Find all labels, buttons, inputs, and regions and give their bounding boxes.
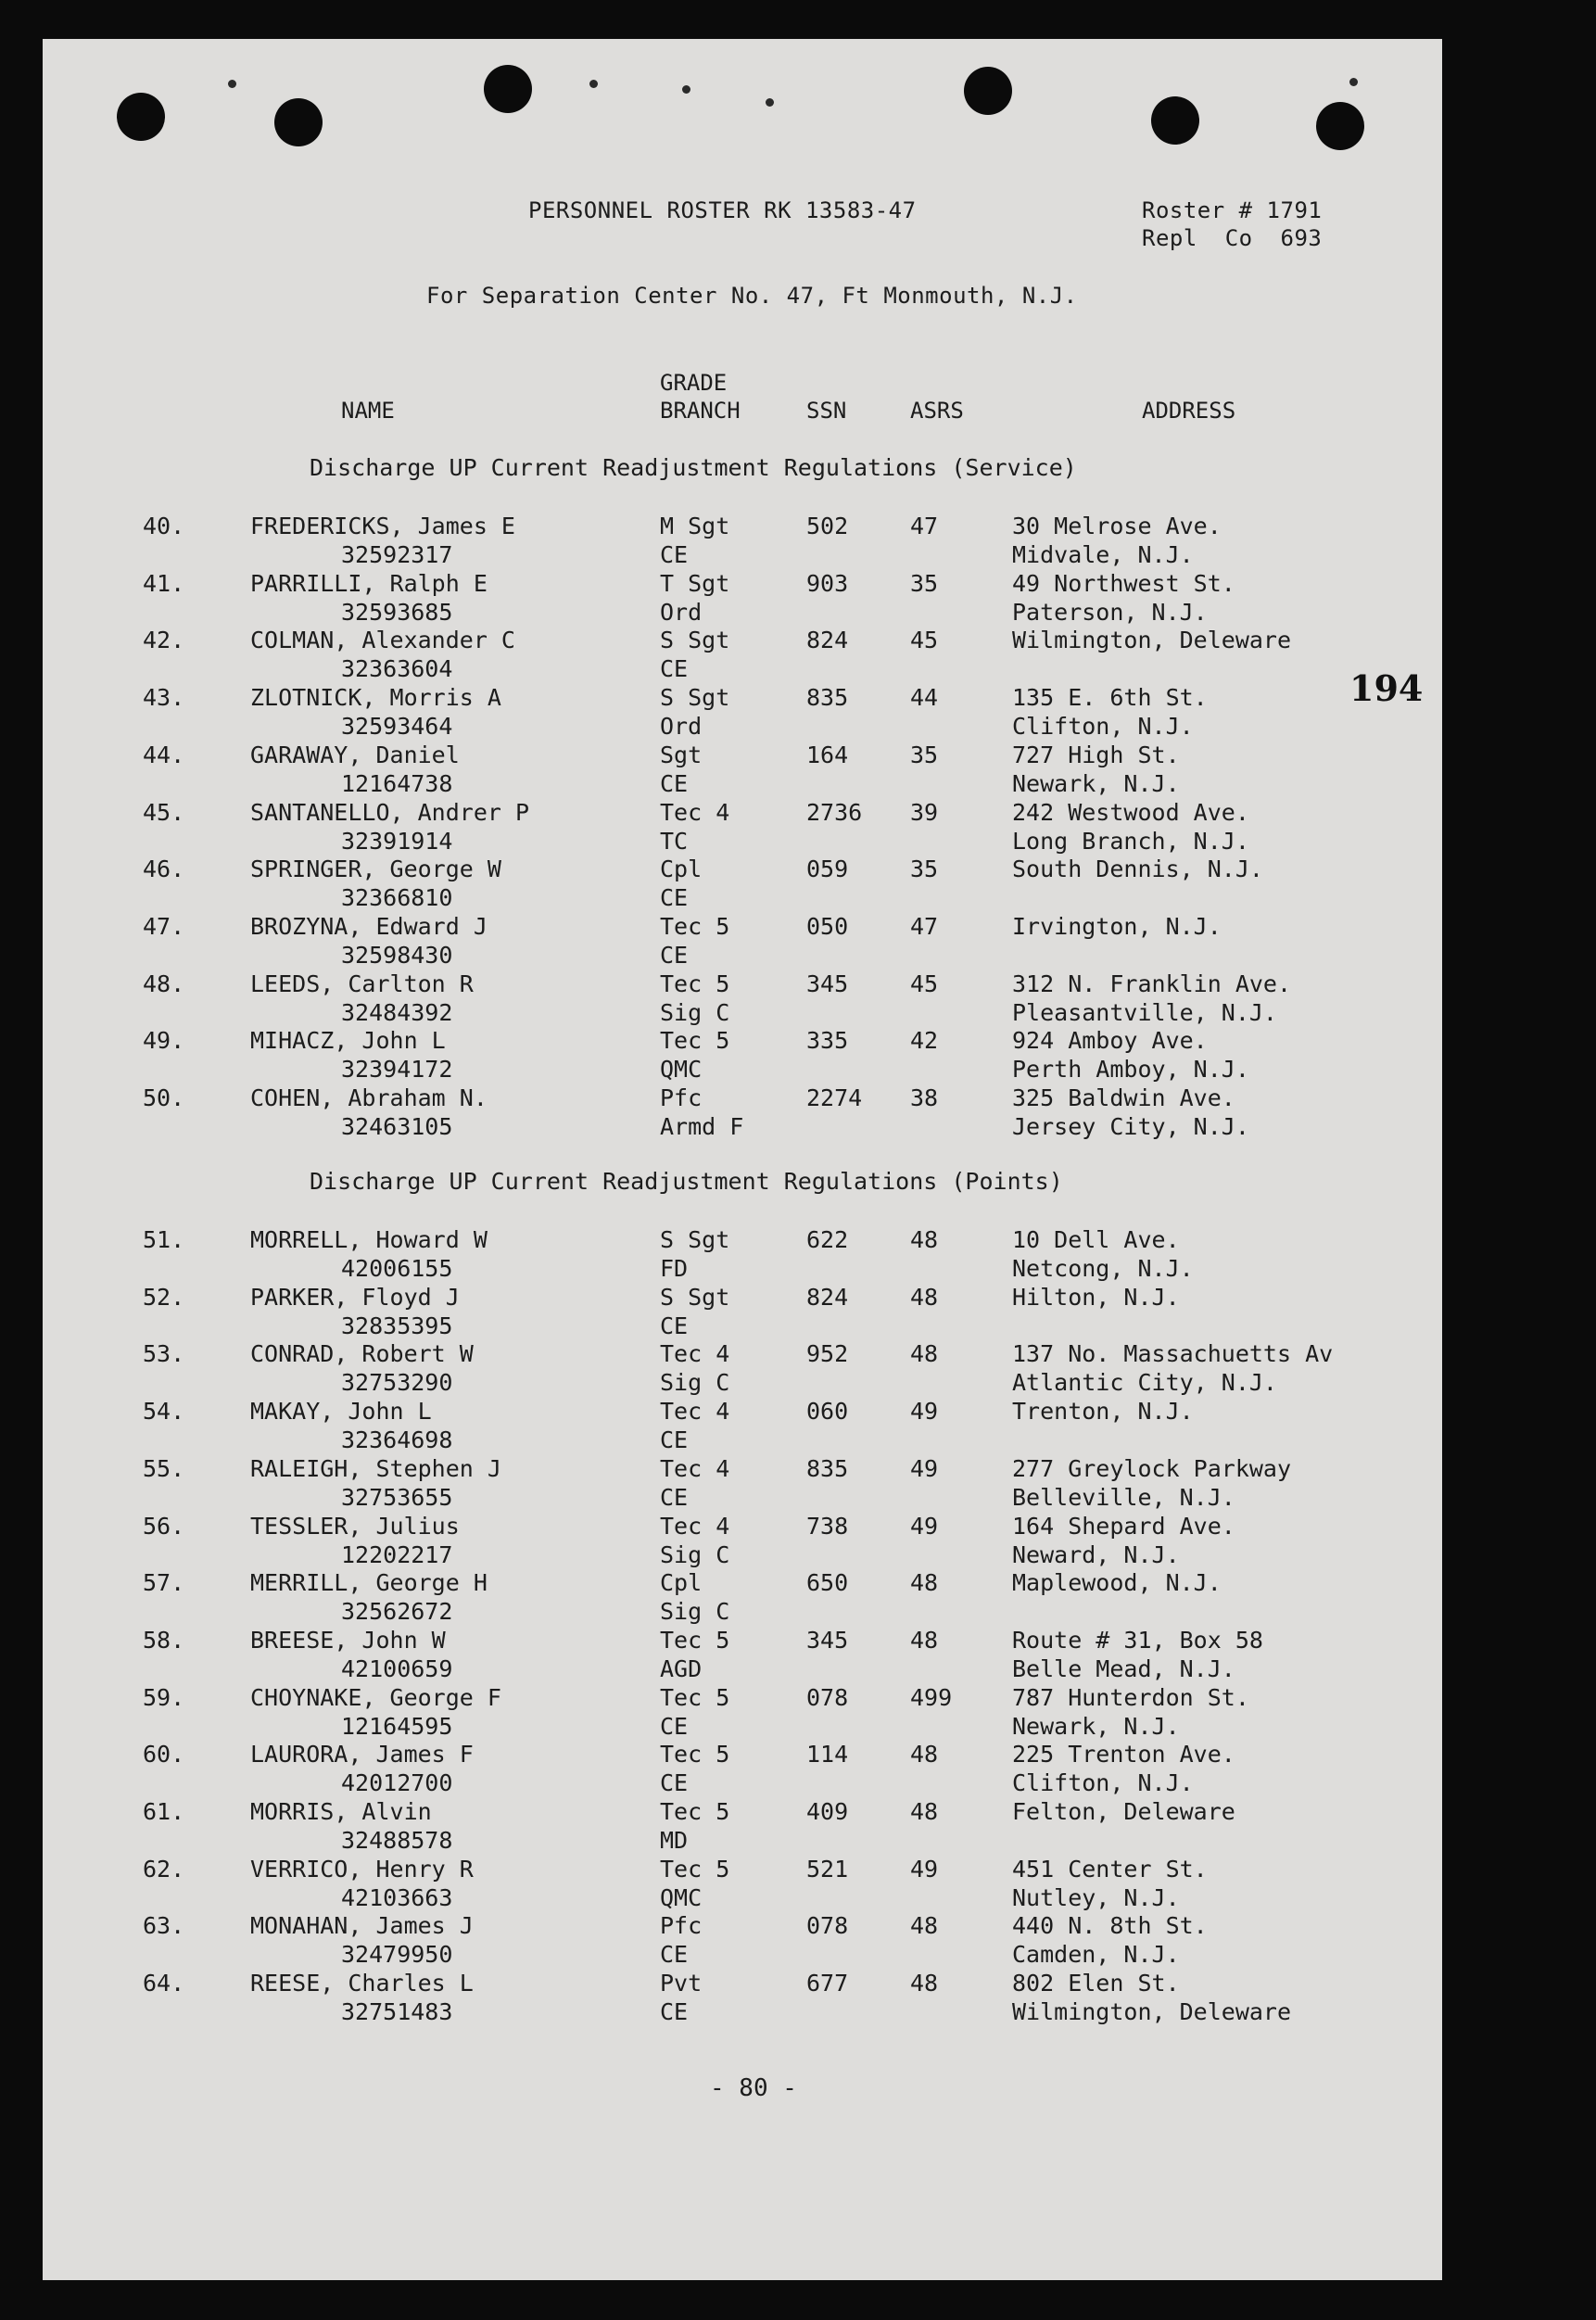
- soldier-name: TESSLER, Julius: [250, 1512, 460, 1540]
- address-line-1: 137 No. Massachuetts Av: [1012, 1340, 1334, 1368]
- asrs-score: 48: [910, 1569, 939, 1597]
- roster-title: PERSONNEL ROSTER RK 13583-47: [528, 197, 917, 223]
- address-line-2: Clifton, N.J.: [1012, 713, 1194, 741]
- paper-speck: [766, 98, 774, 107]
- grade: Pfc: [660, 1912, 703, 1940]
- row-number: 51.: [143, 1226, 185, 1253]
- asrs-score: 48: [910, 1798, 939, 1825]
- address-line-2: Long Branch, N.J.: [1012, 827, 1249, 855]
- row-number: 44.: [143, 741, 185, 768]
- ssn: 502: [806, 513, 849, 539]
- grade: Cpl: [660, 1569, 703, 1597]
- grade: Sgt: [660, 741, 703, 768]
- soldier-name: MONAHAN, James J: [250, 1912, 474, 1940]
- address-line-2: Midvale, N.J.: [1012, 541, 1194, 568]
- soldier-name: MAKAY, John L: [250, 1398, 432, 1426]
- grade: Tec 4: [660, 1340, 730, 1368]
- grade: M Sgt: [660, 513, 730, 539]
- address-line-1: 787 Hunterdon St.: [1012, 1683, 1249, 1711]
- address-line-1: Trenton, N.J.: [1012, 1398, 1194, 1426]
- serial-number: 42103663: [341, 1883, 453, 1911]
- branch: Sig C: [660, 1369, 730, 1397]
- address-line-2: Belleville, N.J.: [1012, 1483, 1235, 1511]
- address-line-1: Felton, Deleware: [1012, 1798, 1235, 1825]
- asrs-score: 49: [910, 1855, 939, 1883]
- column-header-ssn: SSN: [806, 398, 847, 424]
- row-number: 50.: [143, 1084, 185, 1111]
- paper-speck: [228, 80, 236, 88]
- table-row: [43, 970, 1442, 1027]
- serial-number: 32479950: [341, 1941, 453, 1969]
- soldier-name: BROZYNA, Edward J: [250, 912, 488, 940]
- address-line-2: Nutley, N.J.: [1012, 1883, 1180, 1911]
- table-row: [43, 1084, 1442, 1141]
- address-line-2: Newark, N.J.: [1012, 1712, 1180, 1740]
- row-number: 54.: [143, 1398, 185, 1426]
- punch-hole: [274, 98, 323, 146]
- table-row: [43, 1512, 1442, 1569]
- punch-hole: [1151, 96, 1199, 145]
- soldier-name: MORRIS, Alvin: [250, 1798, 432, 1825]
- table-row: [43, 912, 1442, 970]
- soldier-name: PARKER, Floyd J: [250, 1283, 460, 1311]
- roster-page: [43, 39, 1442, 2280]
- soldier-name: MORRELL, Howard W: [250, 1226, 488, 1253]
- ssn: 050: [806, 912, 849, 940]
- soldier-name: LAURORA, James F: [250, 1741, 474, 1769]
- asrs-score: 48: [910, 1741, 939, 1769]
- asrs-score: 48: [910, 1626, 939, 1654]
- ssn: 2736: [806, 798, 863, 826]
- row-number: 57.: [143, 1569, 185, 1597]
- repl-company: Repl Co 693: [1142, 225, 1323, 251]
- branch: FD: [660, 1255, 689, 1282]
- ssn: 060: [806, 1398, 849, 1426]
- section-title: Discharge UP Current Readjustment Regulations (Points): [310, 1168, 1063, 1195]
- row-number: 46.: [143, 856, 185, 883]
- grade: S Sgt: [660, 684, 730, 712]
- row-number: 47.: [143, 912, 185, 940]
- address-line-2: Perth Amboy, N.J.: [1012, 1056, 1249, 1084]
- grade: S Sgt: [660, 1226, 730, 1253]
- asrs-score: 45: [910, 627, 939, 654]
- address-line-1: 164 Shepard Ave.: [1012, 1512, 1235, 1540]
- ssn: 164: [806, 741, 849, 768]
- address-line-2: Clifton, N.J.: [1012, 1769, 1194, 1797]
- ssn: 824: [806, 1283, 849, 1311]
- soldier-name: MERRILL, George H: [250, 1569, 488, 1597]
- branch: CE: [660, 1941, 689, 1969]
- row-number: 62.: [143, 1855, 185, 1883]
- paper-speck: [1349, 78, 1358, 86]
- address-line-1: 10 Dell Ave.: [1012, 1226, 1180, 1253]
- roster-subtitle: For Separation Center No. 47, Ft Monmouth, N.J.: [426, 283, 1078, 309]
- branch: CE: [660, 655, 689, 683]
- grade: Tec 4: [660, 1398, 730, 1426]
- serial-number: 32488578: [341, 1827, 453, 1854]
- soldier-name: SANTANELLO, Andrer P: [250, 798, 530, 826]
- branch: CE: [660, 1426, 689, 1454]
- address-line-2: Netcong, N.J.: [1012, 1255, 1194, 1282]
- serial-number: 32562672: [341, 1598, 453, 1626]
- address-line-1: 312 N. Franklin Ave.: [1012, 970, 1292, 997]
- serial-number: 32394172: [341, 1056, 453, 1084]
- asrs-score: 35: [910, 741, 939, 768]
- address-line-1: 30 Melrose Ave.: [1012, 513, 1222, 539]
- row-number: 64.: [143, 1970, 185, 1997]
- branch: AGD: [660, 1654, 703, 1682]
- grade: Tec 5: [660, 1683, 730, 1711]
- ssn: 2274: [806, 1084, 863, 1111]
- grade: Tec 5: [660, 912, 730, 940]
- serial-number: 12202217: [341, 1540, 453, 1568]
- serial-number: 32484392: [341, 998, 453, 1026]
- branch: Sig C: [660, 1540, 730, 1568]
- asrs-score: 47: [910, 912, 939, 940]
- table-row: [43, 1454, 1442, 1512]
- asrs-score: 48: [910, 1340, 939, 1368]
- grade: Tec 5: [660, 1027, 730, 1055]
- table-row: [43, 1026, 1442, 1084]
- grade: Tec 5: [660, 1626, 730, 1654]
- ssn: 078: [806, 1912, 849, 1940]
- serial-number: 12164738: [341, 769, 453, 797]
- branch: CE: [660, 1712, 689, 1740]
- table-row: [43, 1397, 1442, 1454]
- table-row: [43, 798, 1442, 856]
- branch: TC: [660, 827, 689, 855]
- table-row: [43, 741, 1442, 798]
- address-line-2: Newark, N.J.: [1012, 769, 1180, 797]
- asrs-score: 47: [910, 513, 939, 539]
- branch: CE: [660, 941, 689, 969]
- grade: Tec 4: [660, 798, 730, 826]
- address-line-1: 242 Westwood Ave.: [1012, 798, 1249, 826]
- table-row: [43, 1339, 1442, 1397]
- branch: CE: [660, 541, 689, 568]
- column-header-address: ADDRESS: [1142, 398, 1236, 424]
- asrs-score: 48: [910, 1970, 939, 1997]
- grade: T Sgt: [660, 569, 730, 597]
- grade: S Sgt: [660, 1283, 730, 1311]
- serial-number: 32598430: [341, 941, 453, 969]
- serial-number: 32366810: [341, 884, 453, 912]
- ssn: 059: [806, 856, 849, 883]
- column-header-branch: BRANCH: [660, 398, 741, 424]
- address-line-1: Route # 31, Box 58: [1012, 1626, 1263, 1654]
- soldier-name: ZLOTNICK, Morris A: [250, 684, 501, 712]
- address-line-2: Atlantic City, N.J.: [1012, 1369, 1277, 1397]
- soldier-name: VERRICO, Henry R: [250, 1855, 474, 1883]
- punch-hole: [117, 93, 165, 141]
- row-number: 56.: [143, 1512, 185, 1540]
- row-number: 63.: [143, 1912, 185, 1940]
- soldier-name: COLMAN, Alexander C: [250, 627, 515, 654]
- serial-number: 32751483: [341, 1998, 453, 2026]
- ssn: 345: [806, 970, 849, 997]
- row-number: 52.: [143, 1283, 185, 1311]
- table-row: [43, 626, 1442, 683]
- table-row: [43, 683, 1442, 741]
- branch: MD: [660, 1827, 689, 1854]
- row-number: 60.: [143, 1741, 185, 1769]
- grade: Cpl: [660, 856, 703, 883]
- row-number: 41.: [143, 569, 185, 597]
- address-line-1: 135 E. 6th St.: [1012, 684, 1208, 712]
- row-number: 40.: [143, 513, 185, 539]
- soldier-name: SPRINGER, George W: [250, 856, 501, 883]
- ssn: 835: [806, 684, 849, 712]
- table-row: [43, 569, 1442, 627]
- address-line-1: Irvington, N.J.: [1012, 912, 1222, 940]
- grade: Pfc: [660, 1084, 703, 1111]
- asrs-score: 35: [910, 569, 939, 597]
- serial-number: 12164595: [341, 1712, 453, 1740]
- ssn: 824: [806, 627, 849, 654]
- branch: CE: [660, 769, 689, 797]
- address-line-1: 802 Elen St.: [1012, 1970, 1180, 1997]
- paper-speck: [682, 85, 690, 94]
- ssn: 677: [806, 1970, 849, 1997]
- branch: CE: [660, 1483, 689, 1511]
- asrs-score: 39: [910, 798, 939, 826]
- serial-number: 32391914: [341, 827, 453, 855]
- ssn: 952: [806, 1340, 849, 1368]
- ssn: 903: [806, 569, 849, 597]
- branch: CE: [660, 1998, 689, 2026]
- column-header-name: NAME: [341, 398, 395, 424]
- row-number: 53.: [143, 1340, 185, 1368]
- paper-speck: [589, 80, 598, 88]
- ssn: 835: [806, 1454, 849, 1482]
- table-row: [43, 1740, 1442, 1797]
- table-row: [43, 1797, 1442, 1855]
- row-number: 48.: [143, 970, 185, 997]
- grade: Pvt: [660, 1970, 703, 1997]
- serial-number: 42006155: [341, 1255, 453, 1282]
- soldier-name: FREDERICKS, James E: [250, 513, 515, 539]
- serial-number: 32835395: [341, 1312, 453, 1339]
- row-number: 58.: [143, 1626, 185, 1654]
- asrs-score: 49: [910, 1512, 939, 1540]
- row-number: 49.: [143, 1027, 185, 1055]
- punch-hole: [964, 67, 1012, 115]
- stamp-number: 194: [1349, 667, 1424, 709]
- table-row: [43, 1911, 1442, 1969]
- asrs-score: 42: [910, 1027, 939, 1055]
- soldier-name: COHEN, Abraham N.: [250, 1084, 488, 1111]
- table-row: [43, 855, 1442, 912]
- column-header-grade: GRADE: [660, 370, 728, 396]
- punch-hole: [484, 65, 532, 113]
- soldier-name: CONRAD, Robert W: [250, 1340, 474, 1368]
- branch: CE: [660, 1312, 689, 1339]
- address-line-1: South Dennis, N.J.: [1012, 856, 1263, 883]
- soldier-name: REESE, Charles L: [250, 1970, 474, 1997]
- address-line-1: 451 Center St.: [1012, 1855, 1208, 1883]
- serial-number: 32364698: [341, 1426, 453, 1454]
- row-number: 42.: [143, 627, 185, 654]
- table-row: [43, 1626, 1442, 1683]
- branch: Ord: [660, 713, 703, 741]
- punch-hole: [1316, 102, 1364, 150]
- branch: Armd F: [660, 1113, 744, 1140]
- grade: Tec 5: [660, 1741, 730, 1769]
- serial-number: 32593685: [341, 598, 453, 626]
- address-line-1: 49 Northwest St.: [1012, 569, 1235, 597]
- table-row: [43, 512, 1442, 569]
- serial-number: 42012700: [341, 1769, 453, 1797]
- page-number: - 80 -: [710, 2074, 797, 2102]
- serial-number: 32593464: [341, 713, 453, 741]
- branch: QMC: [660, 1883, 703, 1911]
- serial-number: 32463105: [341, 1113, 453, 1140]
- serial-number: 32592317: [341, 541, 453, 568]
- row-number: 55.: [143, 1454, 185, 1482]
- soldier-name: PARRILLI, Ralph E: [250, 569, 488, 597]
- soldier-name: RALEIGH, Stephen J: [250, 1454, 501, 1482]
- table-row: [43, 1568, 1442, 1626]
- grade: S Sgt: [660, 627, 730, 654]
- branch: CE: [660, 1769, 689, 1797]
- asrs-score: 44: [910, 684, 939, 712]
- address-line-1: 277 Greylock Parkway: [1012, 1454, 1292, 1482]
- address-line-2: Belle Mead, N.J.: [1012, 1654, 1235, 1682]
- address-line-1: 325 Baldwin Ave.: [1012, 1084, 1235, 1111]
- serial-number: 42100659: [341, 1654, 453, 1682]
- soldier-name: LEEDS, Carlton R: [250, 970, 474, 997]
- ssn: 078: [806, 1683, 849, 1711]
- address-line-1: Hilton, N.J.: [1012, 1283, 1180, 1311]
- asrs-score: 48: [910, 1226, 939, 1253]
- ssn: 409: [806, 1798, 849, 1825]
- soldier-name: MIHACZ, John L: [250, 1027, 446, 1055]
- asrs-score: 48: [910, 1912, 939, 1940]
- serial-number: 32753290: [341, 1369, 453, 1397]
- row-number: 43.: [143, 684, 185, 712]
- roster-number: Roster # 1791: [1142, 197, 1323, 223]
- soldier-name: BREESE, John W: [250, 1626, 446, 1654]
- address-line-1: 440 N. 8th St.: [1012, 1912, 1208, 1940]
- table-row: [43, 1855, 1442, 1912]
- branch: Sig C: [660, 1598, 730, 1626]
- ssn: 622: [806, 1226, 849, 1253]
- asrs-score: 49: [910, 1454, 939, 1482]
- address-line-2: Pleasantville, N.J.: [1012, 998, 1277, 1026]
- ssn: 114: [806, 1741, 849, 1769]
- branch: Ord: [660, 598, 703, 626]
- grade: Tec 5: [660, 1855, 730, 1883]
- address-line-2: Paterson, N.J.: [1012, 598, 1208, 626]
- asrs-score: 48: [910, 1283, 939, 1311]
- address-line-1: Wilmington, Deleware: [1012, 627, 1292, 654]
- ssn: 650: [806, 1569, 849, 1597]
- ssn: 335: [806, 1027, 849, 1055]
- table-row: [43, 1969, 1442, 2026]
- ssn: 738: [806, 1512, 849, 1540]
- serial-number: 32363604: [341, 655, 453, 683]
- asrs-score: 49: [910, 1398, 939, 1426]
- serial-number: 32753655: [341, 1483, 453, 1511]
- address-line-1: 727 High St.: [1012, 741, 1180, 768]
- address-line-2: Camden, N.J.: [1012, 1941, 1180, 1969]
- table-row: [43, 1683, 1442, 1741]
- address-line-1: 225 Trenton Ave.: [1012, 1741, 1235, 1769]
- column-header-asrs: ASRS: [910, 398, 964, 424]
- address-line-1: Maplewood, N.J.: [1012, 1569, 1222, 1597]
- grade: Tec 4: [660, 1512, 730, 1540]
- ssn: 345: [806, 1626, 849, 1654]
- soldier-name: GARAWAY, Daniel: [250, 741, 460, 768]
- branch: Sig C: [660, 998, 730, 1026]
- grade: Tec 4: [660, 1454, 730, 1482]
- row-number: 61.: [143, 1798, 185, 1825]
- row-number: 45.: [143, 798, 185, 826]
- asrs-score: 35: [910, 856, 939, 883]
- address-line-2: Neward, N.J.: [1012, 1540, 1180, 1568]
- asrs-score: 45: [910, 970, 939, 997]
- address-line-2: Wilmington, Deleware: [1012, 1998, 1292, 2026]
- branch: QMC: [660, 1056, 703, 1084]
- table-row: [43, 1283, 1442, 1340]
- ssn: 521: [806, 1855, 849, 1883]
- row-number: 59.: [143, 1683, 185, 1711]
- asrs-score: 499: [910, 1683, 953, 1711]
- soldier-name: CHOYNAKE, George F: [250, 1683, 501, 1711]
- address-line-1: 924 Amboy Ave.: [1012, 1027, 1208, 1055]
- section-title: Discharge UP Current Readjustment Regulations (Service): [310, 454, 1077, 481]
- table-row: [43, 1225, 1442, 1283]
- branch: CE: [660, 884, 689, 912]
- grade: Tec 5: [660, 1798, 730, 1825]
- grade: Tec 5: [660, 970, 730, 997]
- address-line-2: Jersey City, N.J.: [1012, 1113, 1249, 1140]
- asrs-score: 38: [910, 1084, 939, 1111]
